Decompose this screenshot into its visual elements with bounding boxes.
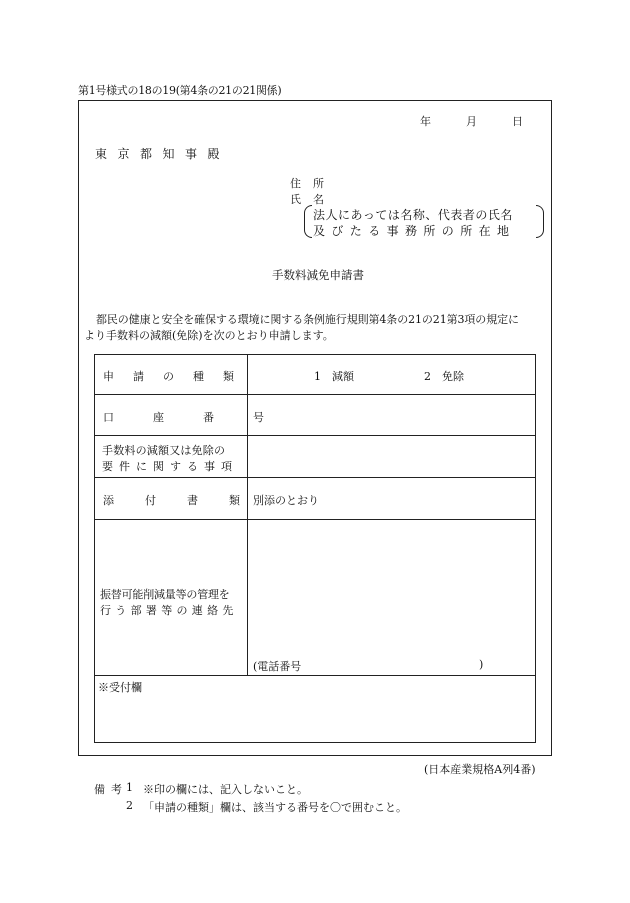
name-label: 氏名 — [290, 193, 336, 206]
column-divider — [247, 355, 248, 675]
account-number-label: 口座番号 — [103, 411, 303, 424]
remark-2-text: 「申請の種類」欄は、該当する番号を〇で囲むこと。 — [143, 801, 407, 814]
document-title: 手数料減免申請書 — [272, 268, 364, 282]
contact-label-line1: 振替可能削減量等の管理を — [100, 588, 230, 601]
bracket-left — [304, 205, 312, 238]
remark-1-number: 1 — [126, 781, 133, 794]
requirement-label-line1: 手数料の減額又は免除の — [102, 444, 226, 457]
jis-paper-note: (日本産業規格A列4番) — [424, 763, 536, 776]
row-divider — [95, 519, 535, 520]
option-exemption: 2 免除 — [424, 370, 464, 383]
attachment-value: 別添のとおり — [253, 494, 319, 507]
corp-note-line1: 法人にあっては名称、代表者の氏名 — [313, 208, 513, 222]
requirement-label-line2: 要件に関する事項 — [102, 460, 238, 473]
date-year-label: 年 — [420, 115, 431, 128]
addressee: 東京都知事殿 — [95, 147, 231, 161]
phone-number-label: (電話番号 — [253, 660, 302, 673]
phone-number-close: ) — [479, 658, 484, 671]
corp-note-line2: 及びたる事務所の所在地 — [313, 224, 516, 238]
contact-label-line2: 行う部署等の連絡先 — [100, 604, 238, 617]
row-divider — [95, 675, 535, 676]
remarks-heading: 備考 — [94, 783, 128, 796]
date-day-label: 日 — [512, 115, 523, 128]
remark-2-number: 2 — [126, 799, 133, 812]
body-text-line2: より手数料の減額(免除)を次のとおり申請します。 — [84, 329, 334, 342]
date-month-label: 月 — [466, 115, 477, 128]
type-label: 申請の種類 — [103, 370, 253, 383]
attachment-label: 添付書類 — [103, 494, 271, 507]
reception-label: ※受付欄 — [98, 681, 142, 694]
row-divider — [95, 435, 535, 436]
address-label: 住所 — [290, 177, 336, 190]
row-divider — [95, 477, 535, 478]
remark-1-text: ※印の欄には、記入しないこと。 — [143, 783, 308, 796]
body-text-line1: 都民の健康と安全を確保する環境に関する条例施行規則第4条の21の21第3項の規定に — [96, 313, 519, 326]
row-divider — [95, 394, 535, 395]
form-number-label: 第1号様式の18の19(第4条の21の21関係) — [78, 84, 282, 97]
bracket-right — [536, 205, 544, 238]
option-reduction: 1 減額 — [314, 370, 354, 383]
